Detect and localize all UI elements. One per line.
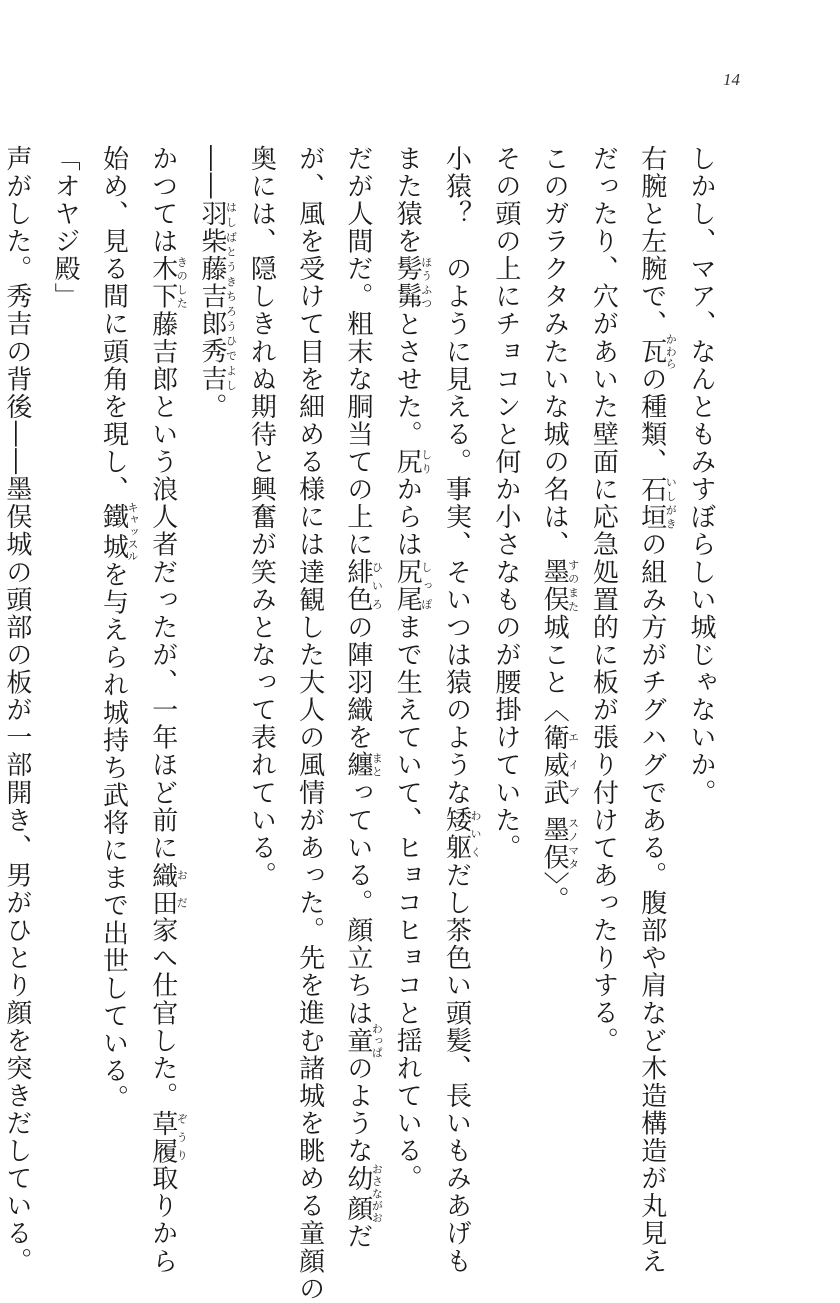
- ruby-base: 羽柴藤吉郎秀吉: [197, 200, 228, 394]
- text-segment: 「オヤジ殿」: [50, 145, 81, 311]
- text-segment: かつては: [147, 145, 178, 256]
- text-segment: のような: [342, 1054, 373, 1165]
- ruby-reading: すのまた: [566, 558, 580, 614]
- ruby-base: 木下: [147, 255, 178, 311]
- ruby-reading: いしがき: [664, 475, 678, 531]
- ruby-base: 石垣: [636, 475, 667, 531]
- text-segment: まで生えていて、ヒョコヒョコと揺れている。: [392, 613, 423, 1193]
- text-line: [530, 145, 579, 1085]
- text-segment: からは: [392, 475, 423, 559]
- text-segment: このガラクタみたいな城の名は、: [539, 145, 570, 559]
- ruby-word: [147, 1109, 189, 1165]
- text-line: [89, 145, 139, 1113]
- text-line: [237, 145, 285, 1085]
- text-line: [41, 145, 89, 1085]
- ruby-reading: おだ: [175, 861, 189, 917]
- text-line: [383, 145, 433, 1193]
- body-text: [1, 145, 725, 1303]
- text-segment: の種類、: [636, 365, 667, 476]
- ruby-base: 髣髴: [392, 255, 423, 311]
- text-segment: だが人間だ。粗末な胴当ての上に: [342, 145, 373, 559]
- ruby-reading: しり: [419, 448, 433, 476]
- ruby-base: 矮躯: [441, 806, 472, 862]
- ruby-base: 瓦: [636, 333, 667, 370]
- ruby-base: 緋色: [342, 558, 373, 614]
- ruby-reading: きのした: [175, 255, 189, 311]
- text-segment: [539, 806, 569, 816]
- ruby-word: [539, 816, 580, 872]
- text-segment: の陣羽織を: [342, 613, 373, 752]
- ruby-word: [147, 861, 189, 917]
- text-segment: しかし、マア、なんともみすぼらしい城じゃないか。: [686, 145, 716, 807]
- ruby-base: 尻尾: [392, 558, 423, 614]
- text-segment: だし茶色い頭髪、長いもみあげも: [441, 861, 472, 1275]
- text-line: [627, 145, 678, 1275]
- text-segment: 声がした。秀吉の背後――墨俣城の頭部の板が一部開き、男がひとり顔を突きだしている。: [1, 145, 32, 1275]
- ruby-word: [197, 200, 238, 394]
- ruby-reading: ほうふつ: [419, 255, 433, 311]
- text-segment: 奥には、隠しきれぬ期待と興奮が笑みとなって表れている。: [246, 145, 277, 890]
- text-segment: その頭の上にチョコンと何か小さなものが腰掛けていた。: [490, 145, 521, 862]
- ruby-base: 衛威武: [539, 723, 570, 807]
- ruby-base: 尻: [392, 448, 423, 476]
- ruby-reading: まと: [370, 751, 384, 779]
- text-segment: 始め、見る間に頭角を現し、: [98, 145, 129, 504]
- text-segment: っている。顔立ちは: [342, 778, 373, 1027]
- text-line: [0, 145, 41, 1275]
- ruby-base: 墨俣: [539, 558, 570, 614]
- ruby-base: 纏: [342, 751, 373, 779]
- text-line: [579, 145, 627, 1085]
- ruby-word: [392, 558, 433, 614]
- text-line: [188, 145, 237, 1085]
- ruby-word: [342, 751, 384, 779]
- text-segment: ――: [197, 145, 228, 201]
- text-line: [482, 145, 530, 1085]
- text-segment: とさせた。: [392, 310, 423, 449]
- text-segment: また猿を: [392, 145, 423, 256]
- ruby-base: 童: [342, 1022, 373, 1059]
- text-line: [285, 145, 333, 1303]
- ruby-base: 鐵城: [98, 501, 129, 563]
- text-segment: だったり、穴があいた壁面に応急処置的に板が張り付けてあったりする。: [588, 145, 619, 1055]
- text-segment: 。: [197, 393, 228, 421]
- page-number: 14: [723, 70, 740, 89]
- ruby-base: 草履: [147, 1109, 178, 1165]
- text-segment: だ: [342, 1222, 373, 1251]
- ruby-word: [147, 255, 189, 311]
- ruby-word: [342, 1163, 384, 1224]
- ruby-reading: かわら: [664, 333, 678, 370]
- text-segment: 右腕と左腕で、: [636, 145, 667, 338]
- text-segment: 〉。: [539, 871, 570, 914]
- ruby-word: [342, 1022, 384, 1059]
- text-line: [677, 145, 725, 1085]
- ruby-reading: はしばとうきちろうひでよし: [224, 200, 238, 394]
- text-segment: 取りから: [147, 1164, 178, 1275]
- ruby-reading: キャッスル: [125, 501, 139, 563]
- ruby-base: 幼顔: [342, 1163, 373, 1224]
- ruby-reading: しっぽ: [419, 558, 433, 614]
- ruby-reading: ひいろ: [370, 558, 384, 614]
- ruby-word: [636, 333, 678, 370]
- ruby-reading: スノマタ: [566, 816, 580, 872]
- text-segment: 家へ仕官した。: [147, 916, 178, 1110]
- ruby-word: [636, 475, 678, 531]
- text-segment: 藤吉郎という浪人者だったが、一年ほど前に: [147, 310, 178, 862]
- ruby-reading: わっぱ: [370, 1022, 384, 1059]
- ruby-word: [342, 558, 384, 614]
- ruby-base: 墨俣: [539, 816, 570, 872]
- ruby-word: [392, 448, 433, 476]
- ruby-reading: おさながお: [370, 1163, 384, 1224]
- ruby-word: [539, 558, 580, 614]
- text-line: [432, 145, 483, 1275]
- text-segment: 城こと〈: [539, 613, 570, 724]
- ruby-reading: ぞうり: [175, 1109, 189, 1165]
- text-segment: の組み方がチグハグである。腹部や肩など木造構造が丸見え: [636, 530, 667, 1275]
- text-segment: が、風を受けて目を細める様には達観した大人の風情があった。先を進む諸城を眺める童顔の: [294, 145, 325, 1303]
- text-segment: を与えられ城持ち武将にまで出世している。: [98, 561, 129, 1113]
- ruby-word: [441, 806, 483, 862]
- ruby-word: [392, 255, 433, 311]
- ruby-base: 織田: [147, 861, 178, 917]
- text-line: [334, 145, 384, 1251]
- ruby-reading: エイブ: [566, 723, 580, 807]
- text-segment: 小猿？ のように見える。事実、そいつは猿のような: [441, 145, 472, 807]
- ruby-reading: わいく: [469, 806, 483, 862]
- text-line: [138, 145, 189, 1275]
- ruby-word: [539, 723, 580, 807]
- ruby-word: [98, 501, 139, 563]
